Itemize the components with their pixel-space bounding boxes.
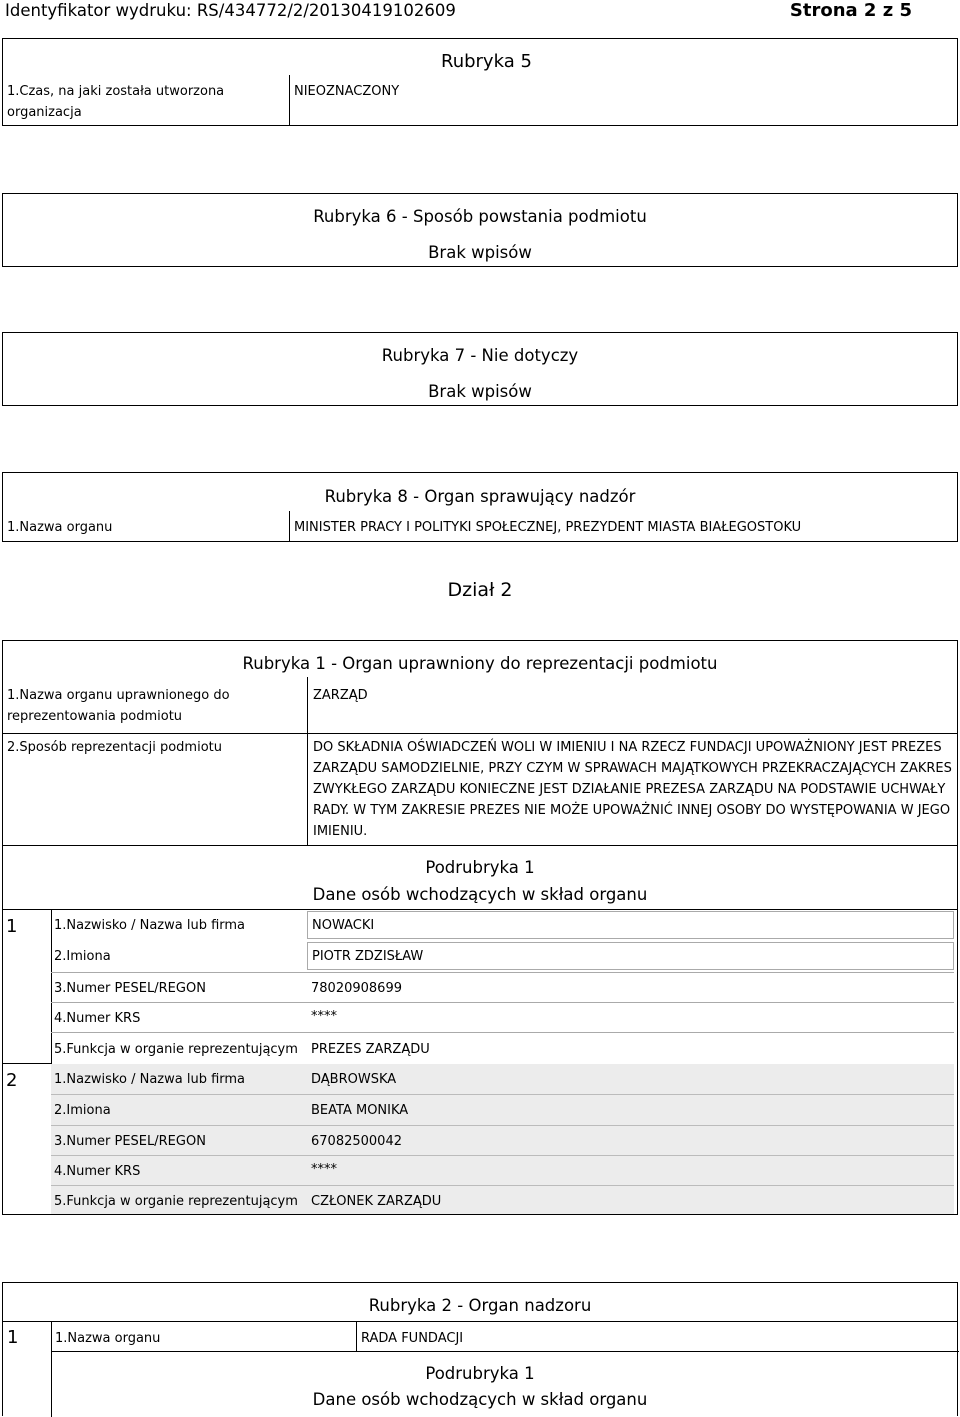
rubryka6-empty: Brak wpisów (428, 243, 532, 262)
person-1-names-value: PIOTR ZDZISŁAW (307, 942, 954, 970)
person-2-surname-value: DĄBROWSKA (311, 1072, 397, 1087)
person-2-pesel-value: 67082500042 (311, 1134, 402, 1149)
table-row (51, 1094, 954, 1124)
table-row (51, 972, 954, 1002)
rubryka8-q1-value: MINISTER PRACY I POLITYKI SPOŁECZNEJ, PREZYDENT MIASTA BIAŁEGOSTOKU (294, 520, 802, 535)
rubryka7-empty: Brak wpisów (428, 382, 532, 401)
table-row (51, 1155, 954, 1185)
person-1-function-label: 5.Funkcja w organie reprezentującym (54, 1042, 298, 1057)
rubryka2-podrubryka-title: Podrubryka 1 (425, 1364, 535, 1383)
table-row (51, 910, 954, 940)
rubryka8-title: Rubryka 8 - Organ sprawujący nadzór (324, 487, 636, 506)
person-1-function-value: PREZES ZARZĄDU (311, 1042, 430, 1057)
table-row (51, 1032, 954, 1062)
rubryka2-q1-value: RADA FUNDACJI (361, 1331, 464, 1346)
dzial2-title: Dział 2 (447, 579, 513, 601)
person-2-pesel-label: 3.Numer PESEL/REGON (54, 1134, 206, 1149)
person-2-krs-value: **** (311, 1162, 337, 1177)
rubryka5-q1-label: 1.Czas, na jaki została utworzona organizacja (7, 84, 225, 120)
rubryka8-section (2, 472, 958, 542)
person-1-krs-value: **** (311, 1009, 337, 1024)
rubryka7-section (2, 332, 958, 406)
rubryka1-title: Rubryka 1 - Organ uprawniony do reprezentacji podmiotu (242, 654, 718, 673)
rubryka5-section (2, 38, 958, 126)
person-2-block (51, 1064, 954, 1214)
person-2-surname-label: 1.Nazwisko / Nazwa lub firma (54, 1072, 246, 1087)
person-1-surname-label: 1.Nazwisko / Nazwa lub firma (54, 918, 246, 933)
rubryka2-podrubryka-subtitle: Dane osób wchodzących w skład organu (312, 1390, 648, 1409)
rubryka7-title: Rubryka 7 - Nie dotyczy (381, 346, 579, 365)
print-id: Identyfikator wydruku: RS/434772/2/20130419102609 (5, 1, 456, 20)
page-number: Strona 2 z 5 (789, 0, 912, 21)
rubryka5-q1-value: NIEOZNACZONY (294, 84, 400, 99)
person-2-function-value: CZŁONEK ZARZĄDU (311, 1194, 442, 1209)
person-2-names-value: BEATA MONIKA (311, 1103, 409, 1118)
table-row (51, 940, 954, 970)
rubryka2-q1-label: 1.Nazwa organu (55, 1331, 161, 1346)
person-2-function-label: 5.Funkcja w organie reprezentującym (54, 1194, 298, 1209)
rubryka6-section (2, 193, 958, 267)
person-1-pesel-value: 78020908699 (311, 981, 402, 996)
person-2-number: 2 (6, 1070, 18, 1091)
person-2-krs-label: 4.Numer KRS (54, 1164, 141, 1179)
rubryka5-title: Rubryka 5 (441, 51, 532, 72)
person-1-number: 1 (6, 916, 18, 937)
rubryka1-q2-value: DO SKŁADNIA OŚWIADCZEŃ WOLI W IMIENIU I NA RZECZ FUNDACJI UPOWAŻNIONY JEST PREZES ZARZĄDU SAMODZIELNIE, PRZY CZYM W SPRAWACH MAJĄTKOWYCH PRZEKRACZAJĄCYCH ZAKRES ZWYKŁEGO ZARZĄDU KONIECZNE JEST DZIAŁANIE PREZESA ZARZĄDU NA PODSTAWIE UCHWAŁY RADY. W TYM ZAKRESIE PREZES NIE MOŻE UPOWAŻNIĆ INNEJ OSOBY DO WYSTĘPOWANIA W JEGO IMIENIU. (313, 740, 952, 839)
person-1-surname-value: NOWACKI (307, 911, 954, 939)
rubryka1-q1-value: ZARZĄD (313, 688, 368, 703)
person-1-krs-label: 4.Numer KRS (54, 1011, 141, 1026)
person-1-pesel-label: 3.Numer PESEL/REGON (54, 981, 206, 996)
dzial2-rubryka2-section (2, 1282, 958, 1416)
podrubryka-subtitle: Dane osób wchodzących w skład organu (312, 885, 648, 904)
rubryka8-q1-label: 1.Nazwa organu (7, 520, 113, 535)
rubryka6-title: Rubryka 6 - Sposób powstania podmiotu (313, 207, 647, 226)
table-row (51, 1125, 954, 1155)
rubryka1-q1-label: 1.Nazwa organu uprawnionego do reprezentowania podmiotu (7, 688, 230, 724)
person-1-names-label: 2.Imiona (54, 949, 111, 964)
rubryka2-number: 1 (7, 1327, 19, 1348)
person-1-block (51, 910, 954, 1062)
table-row (51, 1002, 954, 1032)
rubryka1-q2-label: 2.Sposób reprezentacji podmiotu (7, 740, 222, 755)
table-row (51, 1185, 954, 1214)
rubryka2-title: Rubryka 2 - Organ nadzoru (368, 1296, 592, 1315)
table-row (51, 1064, 954, 1094)
podrubryka-title: Podrubryka 1 (425, 858, 535, 877)
person-2-names-label: 2.Imiona (54, 1103, 111, 1118)
